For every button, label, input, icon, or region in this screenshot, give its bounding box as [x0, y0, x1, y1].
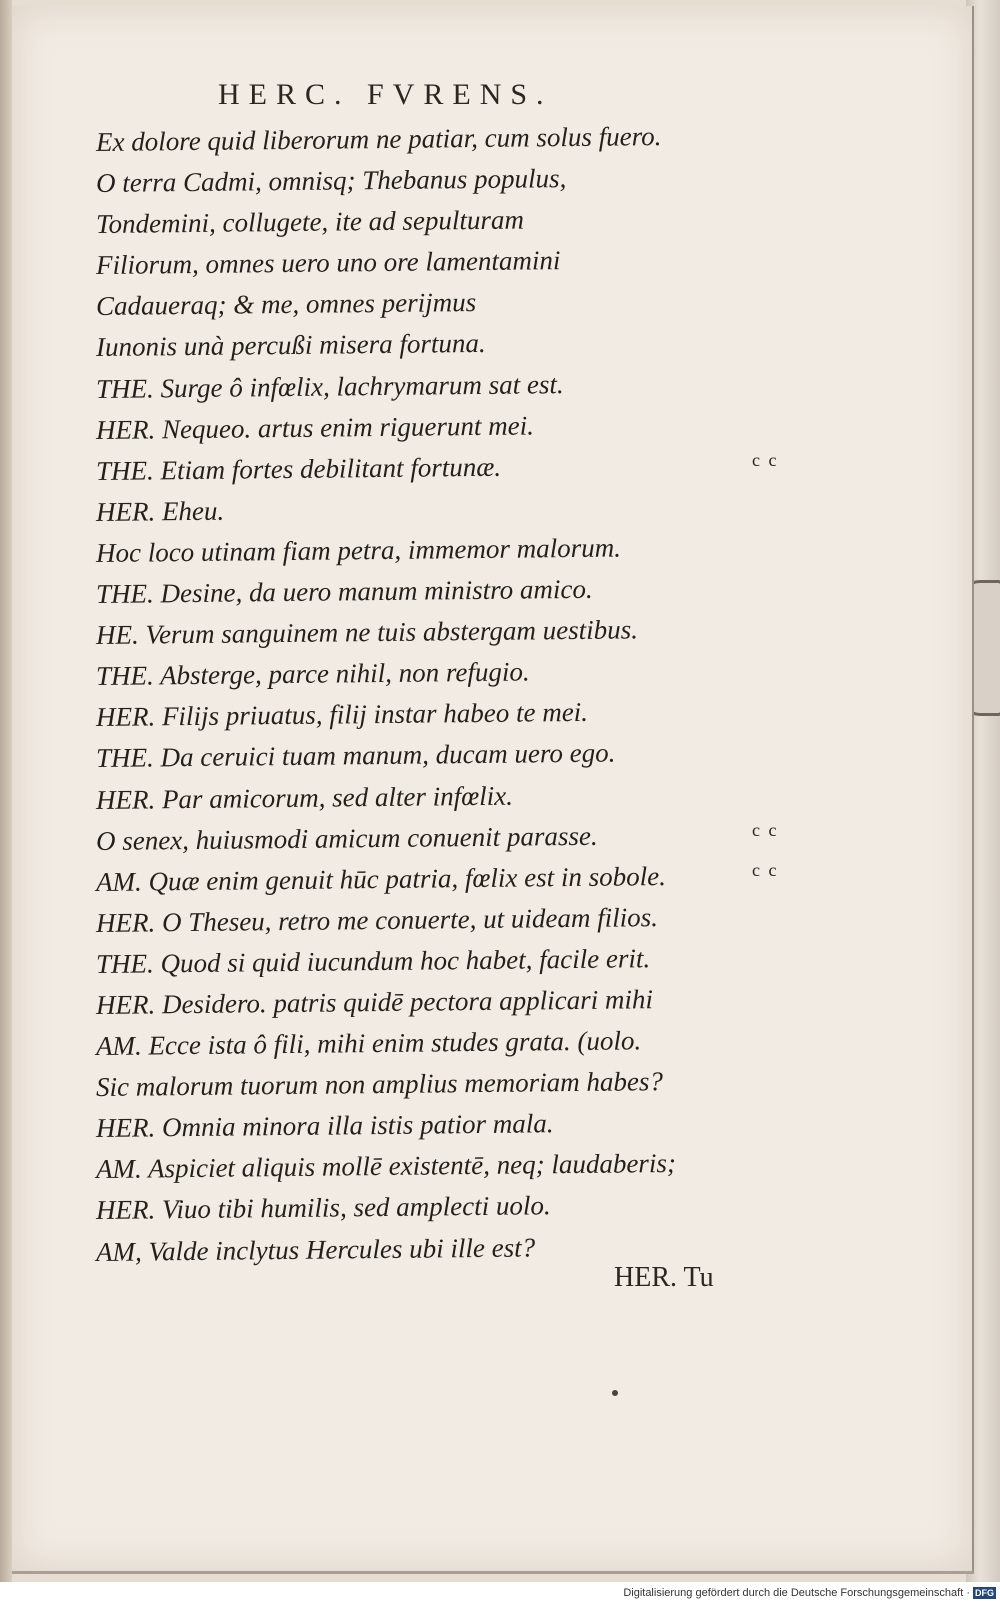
text-line: THE. Absterge, parce nihil, non refugio.: [95, 656, 530, 692]
margin-quote-mark: c c: [752, 450, 779, 470]
text-line: Filiorum, omnes uero uno ore lamentamini: [95, 245, 561, 281]
text-line: THE. Etiam fortes debilitant fortunæ.: [95, 451, 502, 486]
text-line: HER. Eheu.: [95, 495, 225, 527]
text-line: Sic malorum tuorum non amplius memoriam habes?: [95, 1066, 664, 1103]
dfg-logo: DFG: [975, 1588, 994, 1598]
text-line: THE. Desine, da uero manum ministro amico.: [95, 573, 593, 610]
text-line: Iunonis unà percußi misera fortuna.: [95, 328, 486, 363]
catchword: HER. Tu: [614, 1262, 714, 1293]
text-line: O terra Cadmi, omnisq; Thebanus populus,: [95, 163, 567, 199]
text-line: AM. Ecce ista ô fili, mihi enim studes grata. (uolo.: [95, 1025, 642, 1062]
text-line: HER. Par amicorum, sed alter infœlix.: [95, 780, 514, 815]
text-line: HER. Viuo tibi humilis, sed amplecti uolo.: [95, 1190, 551, 1226]
text-line: Cadaueraq; & me, omnes perijmus: [95, 287, 477, 322]
footer: [0, 1582, 1000, 1604]
text-line: HER. O Theseu, retro me conuerte, ut uideam filios.: [95, 901, 659, 938]
book-spine: [0, 0, 12, 1582]
running-title: HERC. FVRENS.: [218, 78, 553, 111]
ink-dot: [612, 1390, 618, 1396]
text-line: Tondemini, collugete, ite ad sepulturam: [95, 204, 525, 240]
text-line: THE. Da ceruici tuam manum, ducam uero ego.: [95, 737, 616, 774]
text-line: Hoc loco utinam fiam petra, immemor malorum.: [95, 532, 622, 568]
text-line: AM. Aspiciet aliquis mollē existentē, neq; laudaberis;: [95, 1148, 677, 1185]
margin-quote-mark: c c: [752, 820, 779, 840]
text-line: THE. Surge ô infœlix, lachrymarum sat est.: [95, 368, 564, 404]
text-line: Ex dolore quid liberorum ne patiar, cum solus fuero.: [95, 121, 662, 157]
text-line: HER. Filijs priuatus, filij instar habeo te mei.: [95, 697, 589, 733]
text-line: O senex, huiusmodi amicum conuenit parasse.: [95, 820, 598, 856]
text-line: THE. Quod si quid iucundum hoc habet, facile erit.: [95, 943, 651, 979]
text-line: HER. Omnia minora illa istis patior mala.: [95, 1108, 554, 1144]
text-line: AM, Valde inclytus Hercules ubi ille est?: [95, 1231, 536, 1267]
text-line: HER. Nequeo. artus enim riguerunt mei.: [95, 410, 535, 445]
text-line: AM. Quæ enim genuit hūc patria, fœlix est in sobole.: [95, 860, 667, 897]
text-line: HE. Verum sanguinem ne tuis abstergam uestibus.: [95, 614, 639, 651]
text-line: HER. Desidero. patris quidē pectora applicari mihi: [95, 984, 654, 1020]
margin-quote-mark: c c: [752, 860, 779, 880]
text-block: [95, 121, 779, 1273]
footer-attribution: Digitalisierung gefördert durch die Deutsche Forschungsgemeinschaft ·: [623, 1587, 970, 1599]
